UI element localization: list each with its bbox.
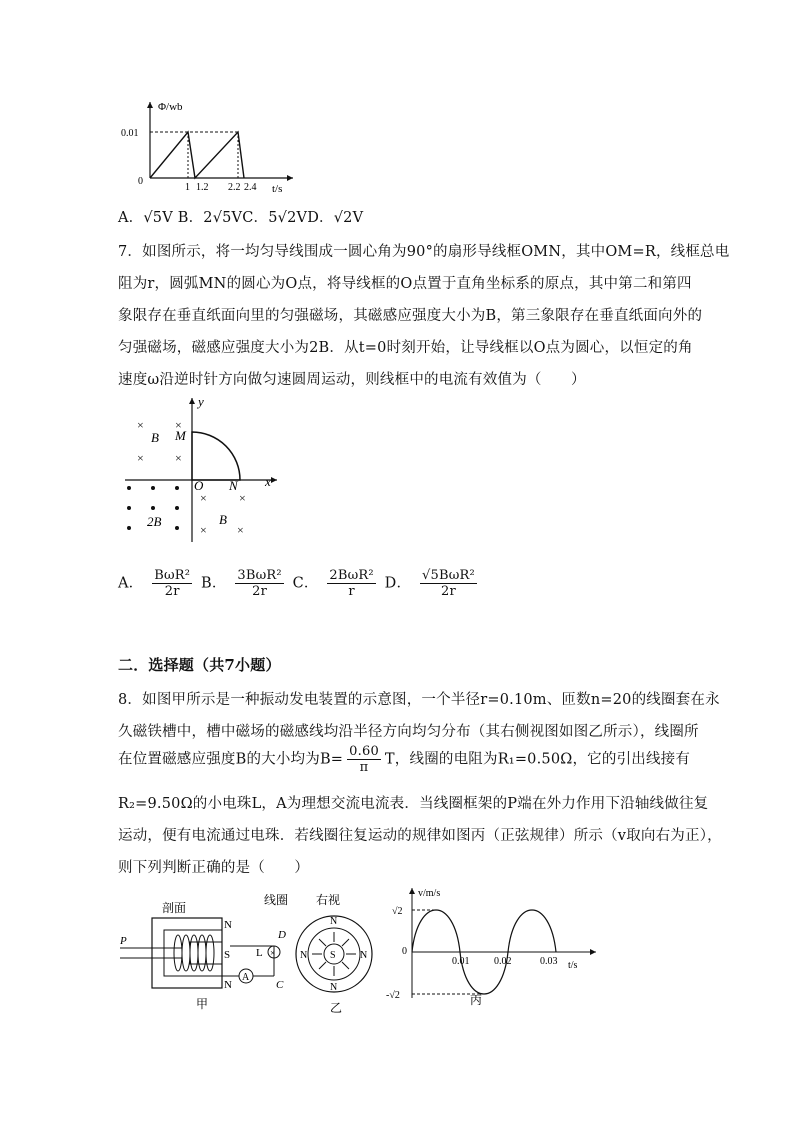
flux-time-graph [108, 96, 298, 196]
svg-text:乙: 乙 [330, 1001, 343, 1015]
origin-label: 0 [138, 176, 143, 187]
q7-line-3: 象限存在垂直纸面向里的匀强磁场，其磁感应强度大小为B，第三象限存在垂直纸面向外的 [118, 308, 703, 324]
q7-line-2: 阻为r，圆弧MN的圆心为O点，将导线框的O点置于直角坐标系的原点，其中第二和第四 [118, 276, 692, 292]
figure-bing-velocity-graph [368, 882, 600, 1012]
svg-text:0.01: 0.01 [452, 956, 470, 967]
x-tick-1: 1 [185, 182, 190, 193]
q8-line-6: 则下列判断正确的是（ ） [118, 860, 310, 876]
svg-text:0.02: 0.02 [494, 956, 512, 967]
svg-text:×: × [237, 523, 244, 537]
svg-text:×: × [175, 451, 182, 465]
svg-text:v/m/s: v/m/s [418, 888, 441, 899]
field-b-q2: B [151, 430, 159, 445]
svg-text:×: × [200, 523, 207, 537]
q8-line-2: 久磁铁槽中，槽中磁场的磁感线均沿半径方向均匀分布（其右侧视图如图乙所示），线圈所 [118, 724, 699, 740]
svg-text:0.03: 0.03 [540, 956, 558, 967]
q6-options: A．√5V B．2√5VC．5√2VD．√2V [118, 210, 364, 226]
svg-text:0: 0 [402, 946, 407, 957]
q8-line-5: 运动，便有电流通过电珠．若线圈往复运动的规律如图丙（正弦规律）所示（v取向右为正）， [118, 828, 722, 844]
x-axis-label: x [265, 474, 271, 489]
option-b-fraction: $\frac{\text{3BωR²}}{2r}$ [237, 568, 282, 599]
option-d-fraction: $\frac{\text{√5BωR²}}{2r}$ [422, 568, 475, 599]
option-c-fraction: $\frac{\text{2BωR²}}{r}$ [329, 568, 374, 599]
q7-line-1: 7．如图所示，将一均匀导线围成一圆心角为90°的扇形导线框OMN，其中OM=R，线框总电 [118, 244, 730, 260]
svg-text:×: × [239, 491, 246, 505]
svg-text:t/s: t/s [568, 960, 578, 971]
q8-line-1: 8．如图甲所示是一种振动发电装置的示意图，一个半径r=0.10m、匝数n=20的线圈套在永 [118, 692, 720, 708]
svg-text:丙: 丙 [470, 993, 483, 1007]
svg-text:D: D [278, 929, 286, 941]
point-o: O [194, 478, 204, 493]
field-b-q4: B [219, 512, 227, 527]
y-tick: 0.01 [121, 128, 139, 139]
svg-text:×: × [137, 418, 144, 432]
q7-line-4: 匀强磁场，磁感应强度大小为2B．从t=0时刻开始，让导线框以O点为圆心，以恒定的角 [118, 340, 693, 356]
svg-text:右视: 右视 [316, 893, 341, 907]
q7-options: A． $\frac{\text{BωR²}}{2r}$ B． $\frac{\text{3BωR²}}{2r}$ C． $\frac{\text{2BωR²}}{r}$ D． $\frac{\text{√5BωR²}}{2r}$ [118, 568, 475, 599]
y-axis-label: Φ/wb [158, 101, 183, 113]
svg-text:S: S [330, 950, 336, 961]
svg-text:N: N [360, 950, 368, 961]
svg-text:N: N [330, 982, 338, 993]
svg-text:L: L [256, 947, 263, 959]
figure-jia-cross-section [112, 888, 302, 1013]
x-tick-3: 2.2 [228, 182, 241, 193]
y-axis-label: y [198, 394, 204, 409]
q8-line-3: 在位置磁感应强度B的大小均为B= $\frac{0.60}{\pi}$ T，线圈的电阻为R₁=0.50Ω，它的引出线接有 [118, 744, 691, 775]
svg-text:S: S [224, 949, 231, 961]
b-fraction: $\frac{0.60}{\pi}$ [349, 744, 379, 775]
svg-text:N: N [330, 916, 338, 927]
svg-text:N: N [300, 950, 308, 961]
svg-text:A: A [242, 972, 250, 983]
sector-field-figure [115, 394, 285, 544]
svg-text:C: C [276, 979, 284, 991]
svg-text:剖面: 剖面 [162, 901, 187, 915]
point-m: M [175, 428, 186, 443]
field-2b-q3: 2B [147, 514, 162, 529]
svg-text:×: × [175, 418, 182, 432]
x-tick-2: 1.2 [196, 182, 209, 193]
svg-text:甲: 甲 [196, 997, 209, 1011]
svg-text:-√2: -√2 [386, 990, 400, 1001]
svg-text:线圈: 线圈 [264, 893, 289, 907]
q7-line-5: 速度ω沿逆时针方向做匀速圆周运动，则线框中的电流有效值为（ ） [118, 372, 586, 388]
point-n: N [229, 478, 238, 493]
section-heading: 二．选择题（共7小题） [118, 656, 281, 674]
svg-text:√2: √2 [392, 906, 403, 917]
svg-text:×: × [270, 948, 276, 958]
svg-text:N: N [224, 979, 232, 991]
svg-text:P: P [120, 935, 127, 947]
q8-line-4: R₂=9.50Ω的小电珠L，A为理想交流电流表．当线圈框架的P端在外力作用下沿轴线做往复 [118, 796, 709, 812]
svg-text:×: × [200, 491, 207, 505]
x-tick-4: 2.4 [244, 182, 257, 193]
option-a-fraction: $\frac{\text{BωR²}}{2r}$ [154, 568, 191, 599]
svg-text:N: N [224, 919, 232, 931]
svg-text:×: × [137, 451, 144, 465]
x-axis-label: t/s [272, 183, 283, 195]
